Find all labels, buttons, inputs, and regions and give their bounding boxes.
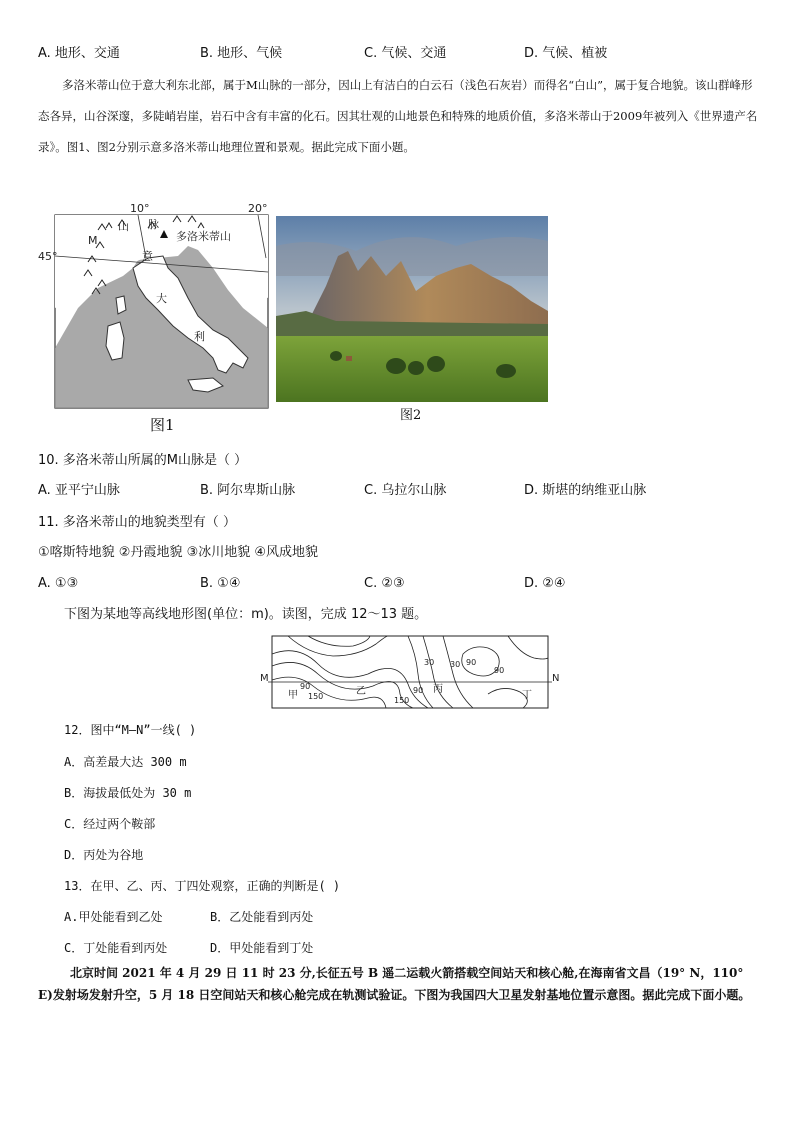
map-label-dolomites: 多洛米蒂山 [176,230,231,243]
contour-value-150b: 150 [394,696,410,705]
contour-label-jia: 甲 [288,690,298,701]
contour-value-30b: 30 [450,660,461,669]
contour-label-ding: 丁 [522,690,532,701]
figure-1-map [38,198,278,438]
contour-value-90d: 90 [494,666,505,675]
map-label-mai: 脉 [148,218,159,231]
contour-label-n: N [552,673,560,684]
map-label-m: M [88,234,98,247]
figure-2-caption: 图2 [400,408,422,423]
contour-label-m: M [260,673,269,684]
contour-value-90c: 90 [466,658,477,667]
italy-map-svg [38,198,278,438]
map-lon-10: 10° [130,202,150,215]
q11-option-b: B. ①④ [200,576,241,591]
contour-label-yi: 乙 [356,686,366,697]
q9-option-d: D. 气候、植被 [524,46,608,61]
q10-option-b: B. 阿尔卑斯山脉 [200,483,296,498]
q12-option-b: B．海拔最低处为 30 m [64,786,192,800]
q12-option-c: C．经过两个鞍部 [64,817,156,831]
contour-intro: 下图为某地等高线地形图(单位：m)。读图，完成 12～13 题。 [64,607,428,622]
contour-value-90b: 90 [413,686,424,695]
q11-stem: 11. 多洛米蒂山的地貌类型有（ ） [38,515,236,530]
map-label-li: 利 [194,330,205,343]
map-label-yi: 意 [142,250,153,263]
q12-option-d: D．丙处为谷地 [64,848,144,862]
contour-value-30a: 30 [424,658,435,667]
q9-option-a: A. 地形、交通 [38,46,120,61]
map-lon-20: 20° [248,202,268,215]
q11-option-c: C. ②③ [364,576,405,591]
q12-stem: 12．图中“M—N”一线( ) [64,723,197,737]
contour-map [258,634,568,710]
final-paragraph [38,962,758,1006]
contour-label-bing: 丙 [433,684,443,695]
contour-value-150a: 150 [308,692,324,701]
q9-option-c: C. 气候、交通 [364,46,447,61]
q11-option-d: D. ②④ [524,576,566,591]
contour-value-90a: 90 [300,682,311,691]
q9-option-b: B. 地形、气候 [200,46,283,61]
figure-1-caption: 图1 [150,416,175,434]
dolomites-landscape [276,216,548,402]
q13-option-a: A.甲处能看到乙处 [64,910,163,924]
q13-option-c: C．丁处能看到丙处 [64,941,168,955]
q13-option-b: B．乙处能看到丙处 [210,910,314,924]
q13-option-d: D．甲处能看到丁处 [210,941,314,955]
q10-stem: 10. 多洛米蒂山所属的M山脉是（ ） [38,453,248,468]
q10-option-c: C. 乌拉尔山脉 [364,483,447,498]
intro-text: 多洛米蒂山位于意大利东北部，属于M山脉的一部分，因山上有洁白的白云石（浅色石灰岩）而得名“白山”，属于复合地貌。该山群峰形态各异，山谷深邃，多陡峭岩崖，岩石中含有丰富的化石。因其壮观的山地景色和特殊的地质价值，多洛米蒂山于2009年被列入《世界遗产名录》。图1、图2分别示意多洛米蒂山地理位置和景观。据此完成下面小题。 [38,78,758,154]
map-label-da: 大 [156,292,167,305]
q10-option-d: D. 斯堪的纳维亚山脉 [524,483,647,498]
q13-stem: 13．在甲、乙、丙、丁四处观察，正确的判断是( ) [64,879,341,893]
intro-paragraph [38,70,758,163]
q11-items: ①喀斯特地貌 ②丹霞地貌 ③冰川地貌 ④风成地貌 [38,545,319,560]
q12-option-a: A．高差最大达 300 m [64,755,187,769]
q10-option-a: A. 亚平宁山脉 [38,483,120,498]
map-label-shan: 山 [118,220,129,233]
q11-option-a: A. ①③ [38,576,79,591]
map-lat-45: 45° [38,250,58,263]
figure-2-photo [276,216,548,402]
final-text: 北京时间 2021 年 4 月 29 日 11 时 23 分,长征五号 B 遥二运载火箭搭载空间站天和核心舱,在海南省文昌（19° N，110° E)发射场发射升空，5 月 18 日空间站天和核心舱完成在轨测试验证。下图为我国四大卫星发射基地位置示意图。据此完成下面小题。 [38,966,751,1002]
